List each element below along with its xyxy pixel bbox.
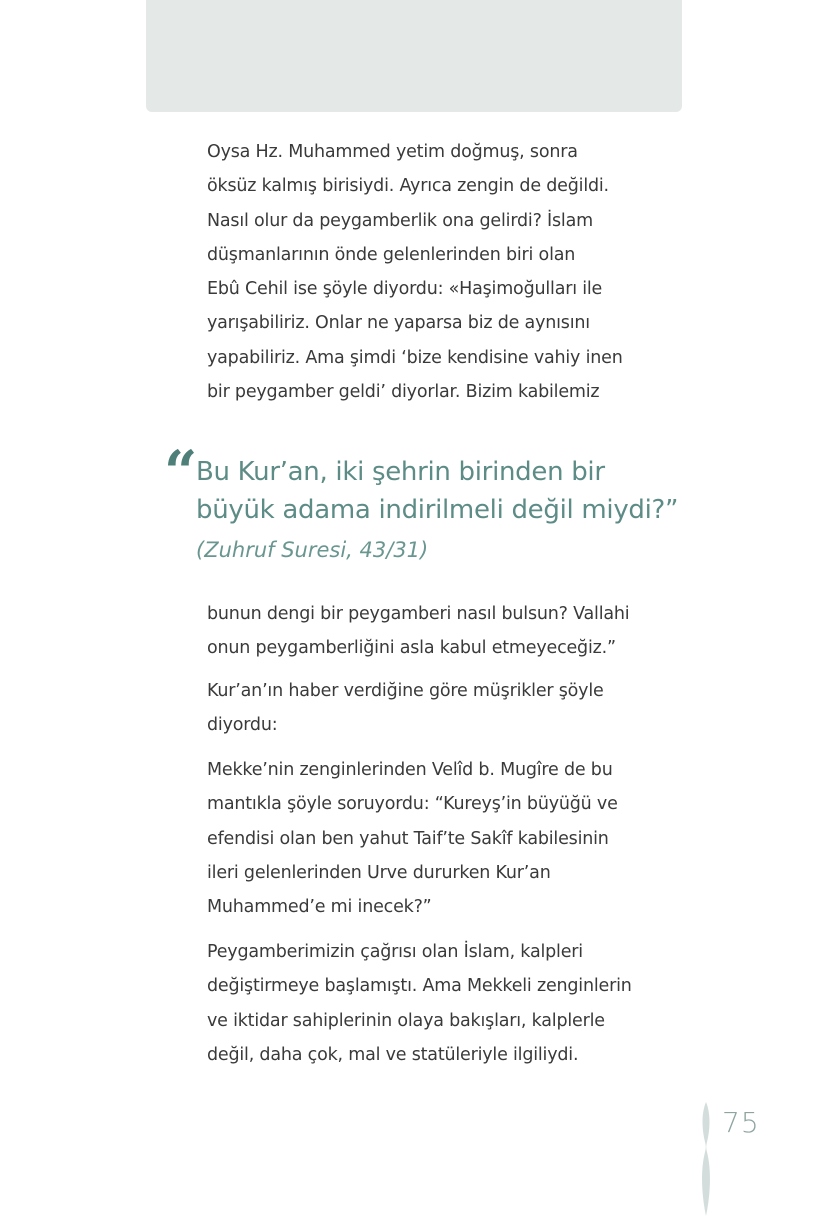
header-image-placeholder xyxy=(146,0,682,112)
text-line: değil, daha çok, mal ve statüleriyle ilgiliydi. xyxy=(207,1044,579,1065)
pull-quote-source: (Zuhruf Suresi, 43/31) xyxy=(196,538,429,562)
text-line: onun peygamberliğini asla kabul etmeyeceğiz.” xyxy=(207,638,616,659)
text-line: düşmanlarının önde gelenlerinden biri olan xyxy=(207,244,576,265)
text-line: öksüz kalmış birisiydi. Ayrıca zengin de değildi. xyxy=(207,176,609,197)
text-line: bir peygamber geldi’ diyorlar. Bizim kabilemiz xyxy=(207,382,600,403)
text-line: mantıkla şöyle soruyordu: “Kureyş’in büyüğü ve xyxy=(207,794,618,815)
text-line: Nasıl olur da peygamberlik ona gelirdi? İslam xyxy=(207,210,593,231)
text-line: Oysa Hz. Muhammed yetim doğmuş, sonra xyxy=(207,142,578,162)
pull-quote xyxy=(196,453,678,529)
pull-quote-line: büyük adama indirilmeli değil miydi?” xyxy=(196,495,679,525)
paragraph-5 xyxy=(207,935,637,1072)
text-line: Peygamberimizin çağrısı olan İslam, kalpleri xyxy=(207,942,583,962)
text-line: Mekke’nin zenginlerinden Velîd b. Mugîre de bu xyxy=(207,760,613,780)
text-line: ileri gelenlerinden Urve dururken Kur’an xyxy=(207,862,551,883)
paragraph-4 xyxy=(207,753,637,924)
page-ornament-icon xyxy=(697,1102,715,1216)
paragraph-2 xyxy=(207,597,637,666)
text-line: Kur’an’ın haber verdiğine göre müşrikler şöyle xyxy=(207,681,604,701)
text-line: Ebû Cehil ise şöyle diyordu: «Haşimoğulları ile xyxy=(207,279,603,300)
text-line: bunun dengi bir peygamberi nasıl bulsun? Vallahi xyxy=(207,604,630,624)
text-line: efendisi olan ben yahut Taif’te Sakîf kabilesinin xyxy=(207,828,609,849)
text-line: ve iktidar sahiplerinin olaya bakışları, kalplerle xyxy=(207,1010,605,1031)
paragraph-3 xyxy=(207,674,637,743)
page-number: 75 xyxy=(722,1106,760,1139)
pull-quote-line: Bu Kur’an, iki şehrin birinden bir xyxy=(196,457,605,487)
text-line: yarışabiliriz. Onlar ne yaparsa biz de aynısını xyxy=(207,313,590,334)
text-line: Muhammed’e mi inecek?” xyxy=(207,897,432,918)
text-line: yapabiliriz. Ama şimdi ‘bize kendisine vahiy inen xyxy=(207,347,623,368)
text-line: değiştirmeye başlamıştı. Ama Mekkeli zenginlerin xyxy=(207,976,632,997)
quote-mark-icon: “ xyxy=(164,438,198,506)
text-line: diyordu: xyxy=(207,715,278,736)
paragraph-1 xyxy=(207,135,637,409)
